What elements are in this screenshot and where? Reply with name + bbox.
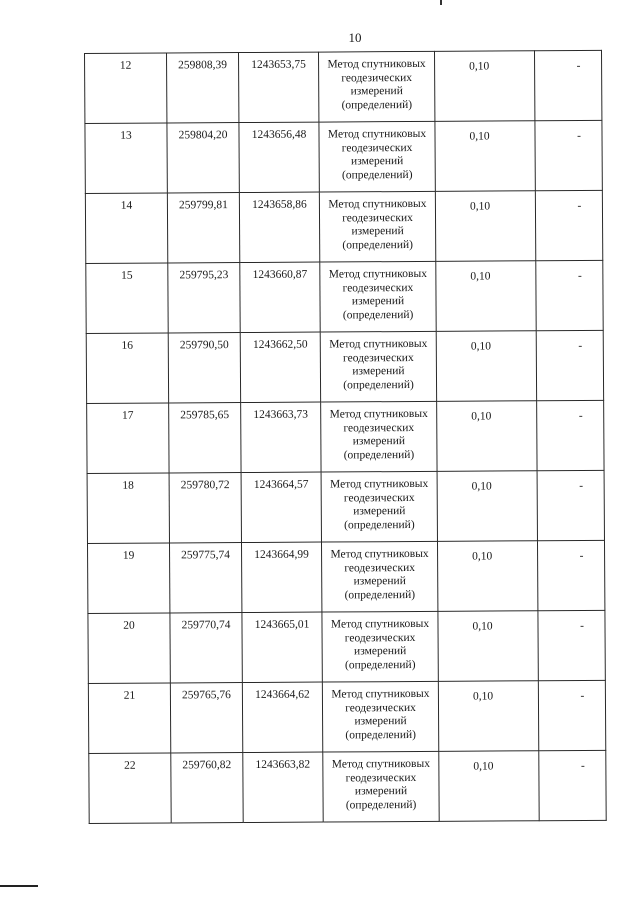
coordinate-x-cell: 259765,76 bbox=[170, 683, 242, 753]
extra-cell: - bbox=[537, 400, 604, 470]
point-number-cell: 21 bbox=[88, 683, 170, 753]
extra-cell: - bbox=[537, 470, 604, 540]
extra-cell: - bbox=[536, 260, 603, 330]
coordinate-y-cell: 1243665,01 bbox=[242, 612, 322, 682]
extra-cell: - bbox=[535, 190, 602, 260]
table-row bbox=[86, 260, 603, 333]
table-row bbox=[88, 610, 605, 683]
method-cell: Метод спутниковых геодезических измерений (определений) bbox=[322, 611, 438, 682]
accuracy-cell: 0,10 bbox=[437, 471, 537, 542]
method-cell: Метод спутниковых геодезических измерений (определений) bbox=[320, 331, 436, 402]
extra-cell: - bbox=[534, 50, 601, 120]
extra-cell: - bbox=[536, 330, 603, 400]
table-row bbox=[88, 680, 605, 753]
point-number-cell: 12 bbox=[85, 53, 167, 123]
scan-mark bbox=[440, 0, 442, 5]
method-cell: Метод спутниковых геодезических измерений (определений) bbox=[319, 191, 435, 262]
point-number-cell: 14 bbox=[85, 193, 167, 263]
extra-cell: - bbox=[535, 120, 602, 190]
coordinate-y-cell: 1243663,73 bbox=[241, 402, 321, 472]
coordinate-y-cell: 1243656,48 bbox=[239, 122, 319, 192]
accuracy-cell: 0,10 bbox=[438, 681, 538, 752]
method-cell: Метод спутниковых геодезических измерений (определений) bbox=[321, 401, 437, 472]
coordinate-x-cell: 259770,74 bbox=[170, 613, 242, 683]
extra-cell: - bbox=[539, 750, 606, 820]
coordinate-x-cell: 259775,74 bbox=[169, 543, 241, 613]
table-row bbox=[85, 50, 602, 123]
footer-line bbox=[0, 885, 38, 887]
coordinates-table-container bbox=[84, 50, 606, 824]
table-row bbox=[87, 470, 604, 543]
point-number-cell: 17 bbox=[87, 403, 169, 473]
accuracy-cell: 0,10 bbox=[435, 191, 535, 262]
page-number: 10 bbox=[348, 30, 362, 45]
coordinate-x-cell: 259799,81 bbox=[167, 193, 239, 263]
accuracy-cell: 0,10 bbox=[436, 261, 536, 332]
extra-cell: - bbox=[537, 540, 604, 610]
coordinate-y-cell: 1243664,99 bbox=[241, 542, 321, 612]
accuracy-cell: 0,10 bbox=[436, 331, 536, 402]
point-number-cell: 15 bbox=[86, 263, 168, 333]
method-cell: Метод спутниковых геодезических измерений (определений) bbox=[323, 751, 439, 822]
coordinate-y-cell: 1243664,57 bbox=[241, 472, 321, 542]
coordinate-y-cell: 1243653,75 bbox=[239, 52, 319, 122]
point-number-cell: 13 bbox=[85, 123, 167, 193]
accuracy-cell: 0,10 bbox=[439, 751, 539, 822]
coordinate-x-cell: 259760,82 bbox=[171, 753, 243, 823]
coordinates-table bbox=[84, 50, 607, 824]
table-row bbox=[89, 750, 606, 823]
method-cell: Метод спутниковых геодезических измерений (определений) bbox=[320, 261, 436, 332]
coordinate-y-cell: 1243662,50 bbox=[240, 332, 320, 402]
coordinate-y-cell: 1243663,82 bbox=[243, 752, 323, 822]
point-number-cell: 22 bbox=[89, 753, 171, 823]
table-row bbox=[85, 120, 602, 193]
table-row bbox=[86, 330, 603, 403]
extra-cell: - bbox=[538, 680, 605, 750]
table-row bbox=[87, 540, 604, 613]
accuracy-cell: 0,10 bbox=[435, 121, 535, 192]
coordinate-x-cell: 259785,65 bbox=[169, 403, 241, 473]
table-row bbox=[85, 190, 602, 263]
point-number-cell: 19 bbox=[87, 543, 169, 613]
table-row bbox=[87, 400, 604, 473]
accuracy-cell: 0,10 bbox=[438, 611, 538, 682]
coordinate-y-cell: 1243658,86 bbox=[239, 192, 319, 262]
point-number-cell: 16 bbox=[86, 333, 168, 403]
method-cell: Метод спутниковых геодезических измерений (определений) bbox=[321, 541, 437, 612]
coordinate-x-cell: 259804,20 bbox=[167, 123, 239, 193]
extra-cell: - bbox=[538, 610, 605, 680]
method-cell: Метод спутниковых геодезических измерений (определений) bbox=[321, 471, 437, 542]
accuracy-cell: 0,10 bbox=[437, 541, 537, 612]
point-number-cell: 20 bbox=[88, 613, 170, 683]
coordinate-x-cell: 259780,72 bbox=[169, 473, 241, 543]
accuracy-cell: 0,10 bbox=[437, 401, 537, 472]
coordinate-x-cell: 259808,39 bbox=[167, 53, 239, 123]
coordinate-y-cell: 1243664,62 bbox=[242, 682, 322, 752]
method-cell: Метод спутниковых геодезических измерений (определений) bbox=[319, 121, 435, 192]
coordinate-x-cell: 259795,23 bbox=[168, 263, 240, 333]
coordinate-x-cell: 259790,50 bbox=[168, 333, 240, 403]
method-cell: Метод спутниковых геодезических измерений (определений) bbox=[318, 51, 434, 122]
coordinate-y-cell: 1243660,87 bbox=[240, 262, 320, 332]
method-cell: Метод спутниковых геодезических измерений (определений) bbox=[322, 681, 438, 752]
table-body bbox=[85, 50, 607, 823]
accuracy-cell: 0,10 bbox=[434, 51, 534, 122]
point-number-cell: 18 bbox=[87, 473, 169, 543]
